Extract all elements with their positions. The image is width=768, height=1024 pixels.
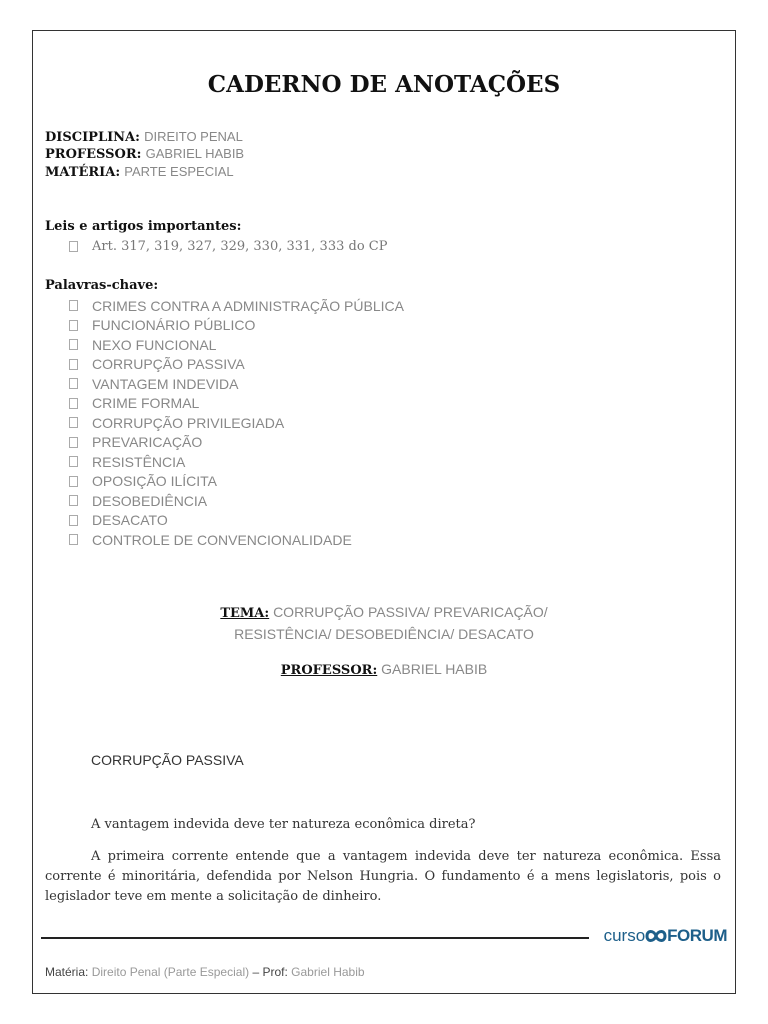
tema-block [33,602,735,644]
keyword-item: CORRUPÇÃO PASSIVA [92,356,245,373]
footer-prof-value: Gabriel Habib [291,965,365,979]
professor-center-name: GABRIEL HABIB [381,661,488,677]
list-item [69,355,404,375]
professor-center-label: PROFESSOR: [280,663,378,678]
body-paragraph: A primeira corrente entende que a vantagem indevida deve ter natureza econômica. Essa corrente é minoritária, defendida por Nelson Hungria. O fundamento é a mens legislatoris, pois o legislador teve em mente a solicitação de dinheiro. [45,849,721,904]
footer-materia-value: Direito Penal (Parte Especial) [91,965,250,979]
keyword-item: CONTROLE DE CONVENCIONALIDADE [92,531,352,548]
footer-separator: – [252,965,260,979]
checkbox-icon [69,398,78,409]
disciplina-value: DIREITO PENAL [144,129,243,144]
leis-heading: Leis e artigos importantes: [45,219,242,234]
leis-list [69,237,387,257]
checkbox-icon [69,339,78,350]
checkbox-icon [69,300,78,311]
law-item: Art. 317, 319, 327, 329, 330, 331, 333 do CP [92,239,388,255]
keyword-item: DESOBEDIÊNCIA [92,492,208,509]
footer-divider [41,937,589,939]
list-item [69,511,404,531]
list-item [69,296,404,316]
keyword-item: FUNCIONÁRIO PÚBLICO [92,317,256,334]
keyword-item: PREVARICAÇÃO [92,434,203,451]
keyword-item: NEXO FUNCIONAL [92,336,217,353]
tema-line-1: CORRUPÇÃO PASSIVA/ PREVARICAÇÃO/ [273,604,548,620]
list-item [69,472,404,492]
keywords-list [69,296,404,550]
checkbox-icon [69,437,78,448]
disciplina-label: DISCIPLINA: [45,130,140,145]
document-page [32,30,736,994]
curso-forum-logo [604,926,727,946]
keyword-item: RESISTÊNCIA [92,453,186,470]
checkbox-icon [69,320,78,331]
list-item [69,491,404,511]
checkbox-icon [69,359,78,370]
checkbox-icon [69,241,78,252]
list-item [69,452,404,472]
checkbox-icon [69,476,78,487]
question-text: A vantagem indevida deve ter natureza econômica direta? [91,817,476,832]
tema-label: TEMA: [220,606,270,621]
checkbox-icon [69,378,78,389]
footer-materia-label: Matéria: [45,965,89,979]
keyword-item: CORRUPÇÃO PRIVILEGIADA [92,414,285,431]
tema-line-2: RESISTÊNCIA/ DESOBEDIÊNCIA/ DESACATO [234,626,534,642]
list-item [69,335,404,355]
keywords-heading: Palavras-chave: [45,278,159,293]
list-item [69,237,387,257]
list-item [69,316,404,336]
section-subheading: CORRUPÇÃO PASSIVA [91,752,244,768]
keyword-item: VANTAGEM INDEVIDA [92,375,239,392]
professor-label: PROFESSOR: [45,147,142,162]
list-item [69,433,404,453]
page-title: CADERNO DE ANOTAÇÕES [207,71,561,98]
infinity-knot-icon [645,927,667,945]
list-item [69,394,404,414]
list-item [69,413,404,433]
list-item [69,374,404,394]
list-item [69,530,404,550]
checkbox-icon [69,515,78,526]
checkbox-icon [69,495,78,506]
logo-forum-text: FORUM [667,926,727,945]
logo-curso-text: curso [603,926,646,945]
meta-materia [45,163,234,182]
keyword-item: CRIME FORMAL [92,395,200,412]
checkbox-icon [69,417,78,428]
professor-value: GABRIEL HABIB [145,146,245,161]
meta-professor [45,145,244,164]
materia-label: MATÉRIA: [45,165,121,180]
keyword-item: CRIMES CONTRA A ADMINISTRAÇÃO PÚBLICA [92,297,404,314]
page-footer [45,965,365,979]
footer-prof-label: Prof: [262,965,288,979]
keyword-item: OPOSIÇÃO ILÍCITA [92,473,217,490]
professor-block [33,661,735,678]
keyword-item: DESACATO [92,512,168,529]
materia-value: PARTE ESPECIAL [124,164,234,179]
checkbox-icon [69,456,78,467]
checkbox-icon [69,534,78,545]
